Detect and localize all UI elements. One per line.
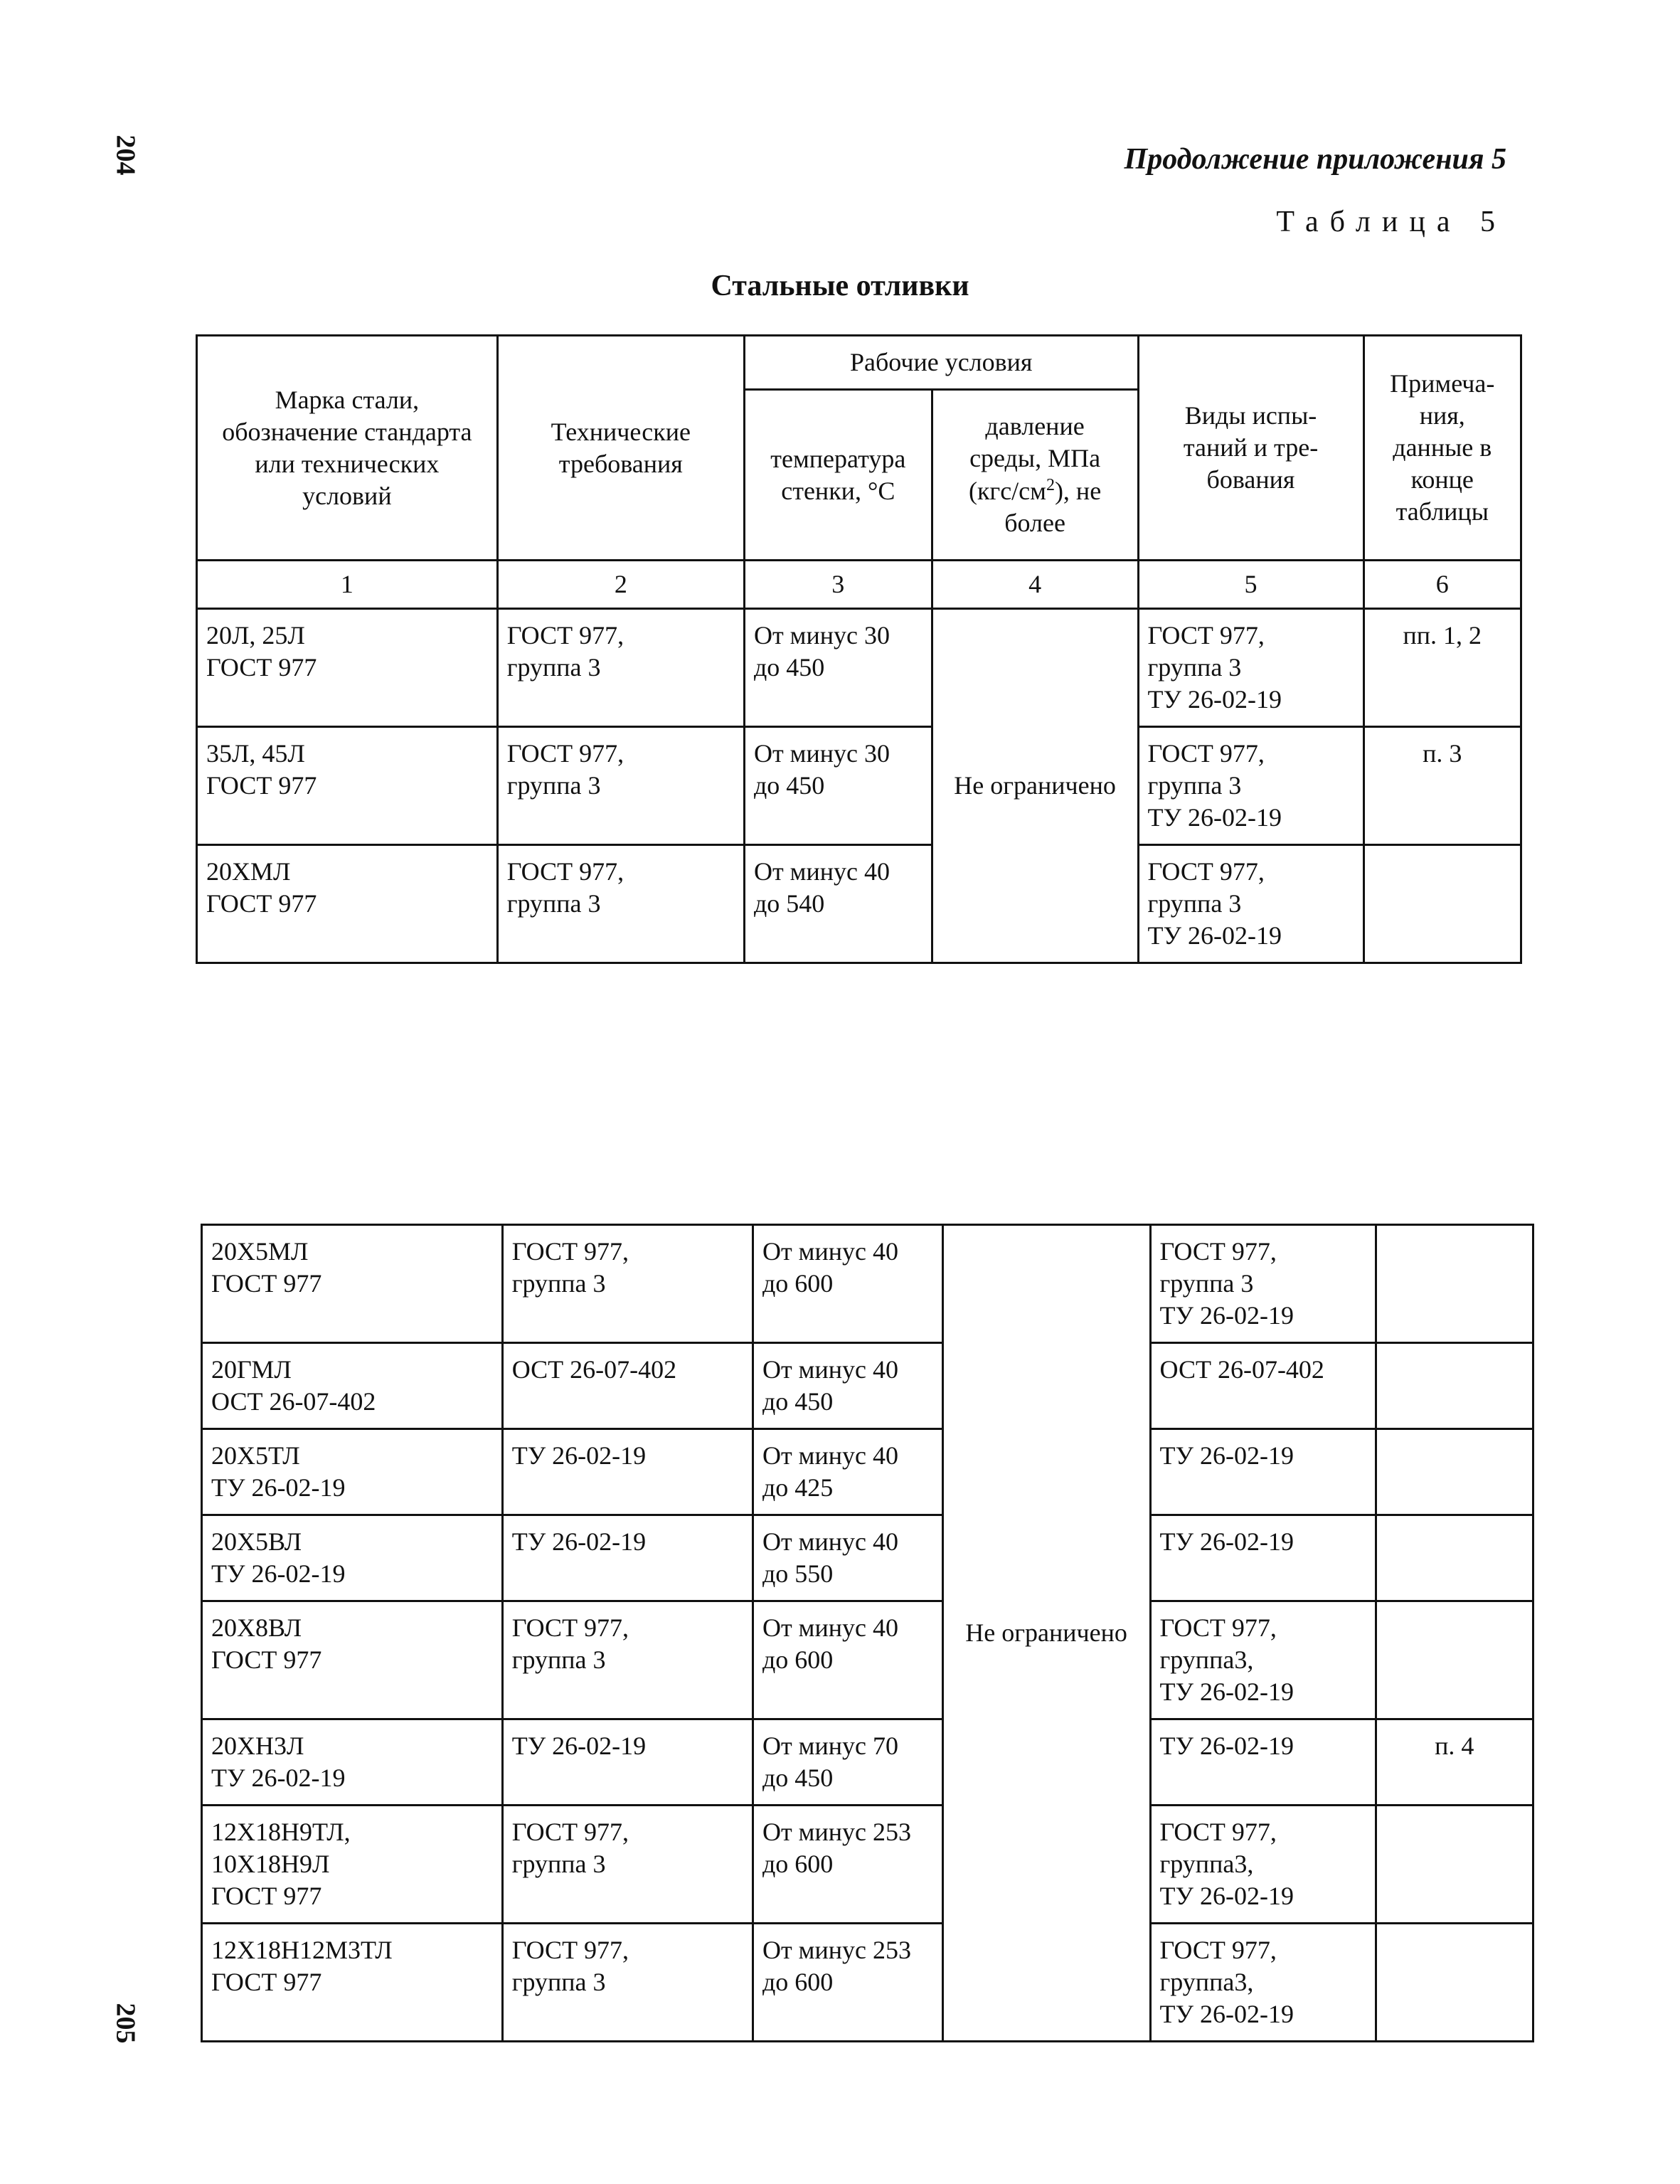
requirements-cell: ГОСТ 977, группа 3	[502, 1601, 753, 1719]
column-number: 1	[197, 561, 498, 609]
temperature-cell: От минус 40 до 450	[753, 1343, 942, 1429]
steel-grade-cell: 20Х5ВЛ ТУ 26-02-19	[202, 1515, 503, 1601]
header-working-conditions: Рабочие условия	[744, 336, 1138, 390]
tests-cell: ГОСТ 977, группа 3 ТУ 26-02-19	[1138, 845, 1363, 963]
steel-grade-cell: 12Х18Н9ТЛ, 10Х18Н9Л ГОСТ 977	[202, 1806, 503, 1924]
column-number: 3	[744, 561, 932, 609]
header-technical-requirements: Технические требования	[497, 336, 744, 561]
header-row	[197, 336, 1521, 390]
table-row	[202, 1515, 1533, 1601]
steel-grade-cell: 20Х5ТЛ ТУ 26-02-19	[202, 1429, 503, 1515]
column-number: 5	[1138, 561, 1363, 609]
tests-cell: ТУ 26-02-19	[1150, 1719, 1376, 1806]
table-row	[197, 727, 1521, 845]
tests-cell: ГОСТ 977, группа 3 ТУ 26-02-19	[1150, 1225, 1376, 1343]
steel-grade-cell: 12Х18Н12М3ТЛ ГОСТ 977	[202, 1924, 503, 2042]
tests-cell: ТУ 26-02-19	[1150, 1515, 1376, 1601]
temperature-cell: От минус 40 до 600	[753, 1225, 942, 1343]
notes-cell	[1376, 1429, 1533, 1515]
tests-cell: ГОСТ 977, группа3, ТУ 26-02-19	[1150, 1924, 1376, 2042]
notes-cell	[1363, 845, 1521, 963]
requirements-cell: ГОСТ 977, группа 3	[502, 1924, 753, 2042]
temperature-cell: От минус 253 до 600	[753, 1924, 942, 2042]
temperature-cell: От минус 40 до 425	[753, 1429, 942, 1515]
steel-grade-cell: 20Х5МЛ ГОСТ 977	[202, 1225, 503, 1343]
steel-grade-cell: 35Л, 45Л ГОСТ 977	[197, 727, 498, 845]
column-number: 2	[497, 561, 744, 609]
temperature-cell: От минус 40 до 550	[753, 1515, 942, 1601]
temperature-cell: От минус 30 до 450	[744, 727, 932, 845]
steel-grade-cell: 20Л, 25Л ГОСТ 977	[197, 609, 498, 727]
requirements-cell: ГОСТ 977, группа 3	[502, 1225, 753, 1343]
temperature-cell: От минус 70 до 450	[753, 1719, 942, 1806]
column-number: 6	[1363, 561, 1521, 609]
tests-cell: ГОСТ 977, группа3, ТУ 26-02-19	[1150, 1601, 1376, 1719]
temperature-cell: От минус 40 до 540	[744, 845, 932, 963]
notes-cell	[1376, 1806, 1533, 1924]
column-number: 4	[932, 561, 1138, 609]
steel-castings-table-part2	[201, 1224, 1534, 2042]
notes-cell: п. 4	[1376, 1719, 1533, 1806]
requirements-cell: ТУ 26-02-19	[502, 1429, 753, 1515]
table-row	[202, 1429, 1533, 1515]
column-number-row	[197, 561, 1521, 609]
steel-grade-cell: 20ГМЛ ОСТ 26-07-402	[202, 1343, 503, 1429]
header-wall-temperature: температура стенки, °С	[744, 390, 932, 561]
steel-grade-cell: 20ХМЛ ГОСТ 977	[197, 845, 498, 963]
header-notes: Примеча- ния, данные в конце таблицы	[1363, 336, 1521, 561]
table-row	[202, 1225, 1533, 1343]
requirements-cell: ГОСТ 977, группа 3	[502, 1806, 753, 1924]
tests-cell: ТУ 26-02-19	[1150, 1429, 1376, 1515]
temperature-cell: От минус 253 до 600	[753, 1806, 942, 1924]
pressure-cell: Не ограничено	[942, 1225, 1150, 2042]
steel-grade-cell: 20Х8ВЛ ГОСТ 977	[202, 1601, 503, 1719]
notes-cell: пп. 1, 2	[1363, 609, 1521, 727]
table-row	[202, 1719, 1533, 1806]
temperature-cell: От минус 40 до 600	[753, 1601, 942, 1719]
table-label: Таблица 5	[1276, 206, 1506, 238]
notes-cell: п. 3	[1363, 727, 1521, 845]
pressure-cell: Не ограничено	[932, 609, 1138, 963]
tests-cell: ОСТ 26-07-402	[1150, 1343, 1376, 1429]
page-number-bottom: 205	[110, 2003, 141, 2044]
requirements-cell: ТУ 26-02-19	[502, 1515, 753, 1601]
table-row	[202, 1924, 1533, 2042]
requirements-cell: ГОСТ 977, группа 3	[497, 609, 744, 727]
header-test-types: Виды испы- таний и тре- бования	[1138, 336, 1363, 561]
table-row	[202, 1806, 1533, 1924]
table-row	[197, 609, 1521, 727]
table-row	[202, 1343, 1533, 1429]
notes-cell	[1376, 1515, 1533, 1601]
table-row	[197, 845, 1521, 963]
tests-cell: ГОСТ 977, группа3, ТУ 26-02-19	[1150, 1806, 1376, 1924]
temperature-cell: От минус 30 до 450	[744, 609, 932, 727]
notes-cell	[1376, 1225, 1533, 1343]
requirements-cell: ГОСТ 977, группа 3	[497, 845, 744, 963]
requirements-cell: ГОСТ 977, группа 3	[497, 727, 744, 845]
steel-castings-table-part1	[196, 334, 1522, 964]
page-number-top: 204	[110, 134, 141, 176]
notes-cell	[1376, 1343, 1533, 1429]
tests-cell: ГОСТ 977, группа 3 ТУ 26-02-19	[1138, 727, 1363, 845]
table-title: Стальные отливки	[711, 270, 969, 302]
tests-cell: ГОСТ 977, группа 3 ТУ 26-02-19	[1138, 609, 1363, 727]
requirements-cell: ОСТ 26-07-402	[502, 1343, 753, 1429]
requirements-cell: ТУ 26-02-19	[502, 1719, 753, 1806]
continuation-heading: Продолжение приложения 5	[1124, 143, 1506, 176]
header-steel-grade: Марка стали, обозначение стандарта или технических условий	[197, 336, 498, 561]
steel-grade-cell: 20ХН3Л ТУ 26-02-19	[202, 1719, 503, 1806]
notes-cell	[1376, 1601, 1533, 1719]
table-row	[202, 1601, 1533, 1719]
header-pressure: давление среды, МПа $(кгс/см^2)$, не более	[932, 390, 1138, 561]
notes-cell	[1376, 1924, 1533, 2042]
